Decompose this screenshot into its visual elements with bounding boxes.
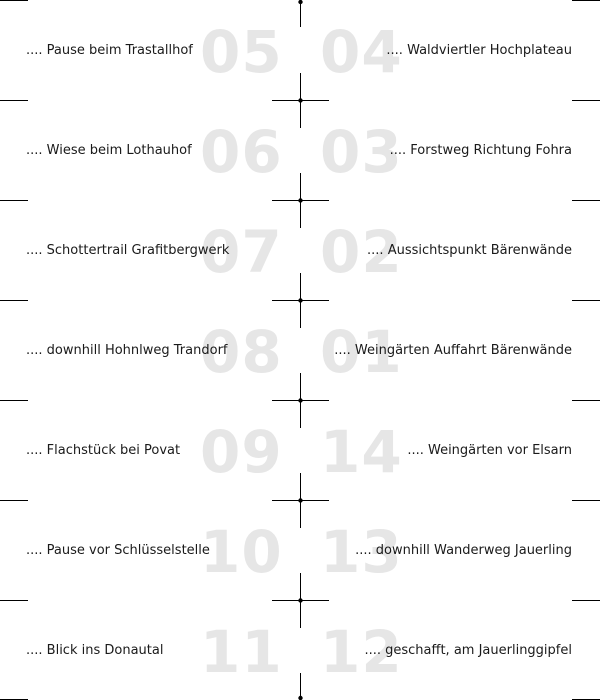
index-row	[0, 0, 600, 100]
right-stop-label: .... Forstweg Richtung Fohra	[389, 143, 572, 158]
right-stop-label: .... Aussichtspunkt Bärenwände	[367, 243, 572, 258]
left-stop-label: .... downhill Hohnlweg Trandorf	[26, 343, 228, 358]
left-stop-number: 08	[200, 318, 283, 386]
right-stop-label: .... geschafft, am Jauerlinggipfel	[364, 643, 572, 658]
right-stop-number: 01	[320, 318, 403, 386]
index-row	[0, 300, 600, 400]
index-row	[0, 500, 600, 600]
left-stop-label: .... Pause vor Schlüsselstelle	[26, 543, 210, 558]
index-row	[0, 200, 600, 300]
right-stop-label: .... Waldviertler Hochplateau	[386, 43, 572, 58]
right-stop-label: .... downhill Wanderweg Jauerling	[355, 543, 572, 558]
left-stop-label: .... Blick ins Donautal	[26, 643, 164, 658]
left-stop-label: .... Flachstück bei Povat	[26, 443, 181, 458]
right-stop-label: .... Weingärten vor Elsarn	[407, 443, 572, 458]
index-row	[0, 400, 600, 500]
left-stop-number: 07	[200, 218, 283, 286]
index-row	[0, 100, 600, 200]
left-stop-label: .... Pause beim Trastallhof	[26, 43, 193, 58]
left-stop-number: 10	[200, 518, 283, 586]
left-stop-number: 06	[200, 118, 283, 186]
index-row	[0, 600, 600, 700]
left-stop-label: .... Wiese beim Lothauhof	[26, 143, 192, 158]
right-stop-number: 13	[320, 518, 403, 586]
right-stop-number: 02	[320, 218, 403, 286]
left-stop-number: 11	[200, 618, 283, 686]
left-stop-number: 05	[200, 18, 283, 86]
right-stop-number: 03	[320, 118, 403, 186]
right-stop-number: 12	[320, 618, 403, 686]
right-stop-number: 04	[320, 18, 403, 86]
left-stop-label: .... Schottertrail Grafitbergwerk	[26, 243, 230, 258]
right-stop-label: .... Weingärten Auffahrt Bärenwände	[334, 343, 572, 358]
left-stop-number: 09	[200, 418, 283, 486]
right-stop-number: 14	[320, 418, 403, 486]
